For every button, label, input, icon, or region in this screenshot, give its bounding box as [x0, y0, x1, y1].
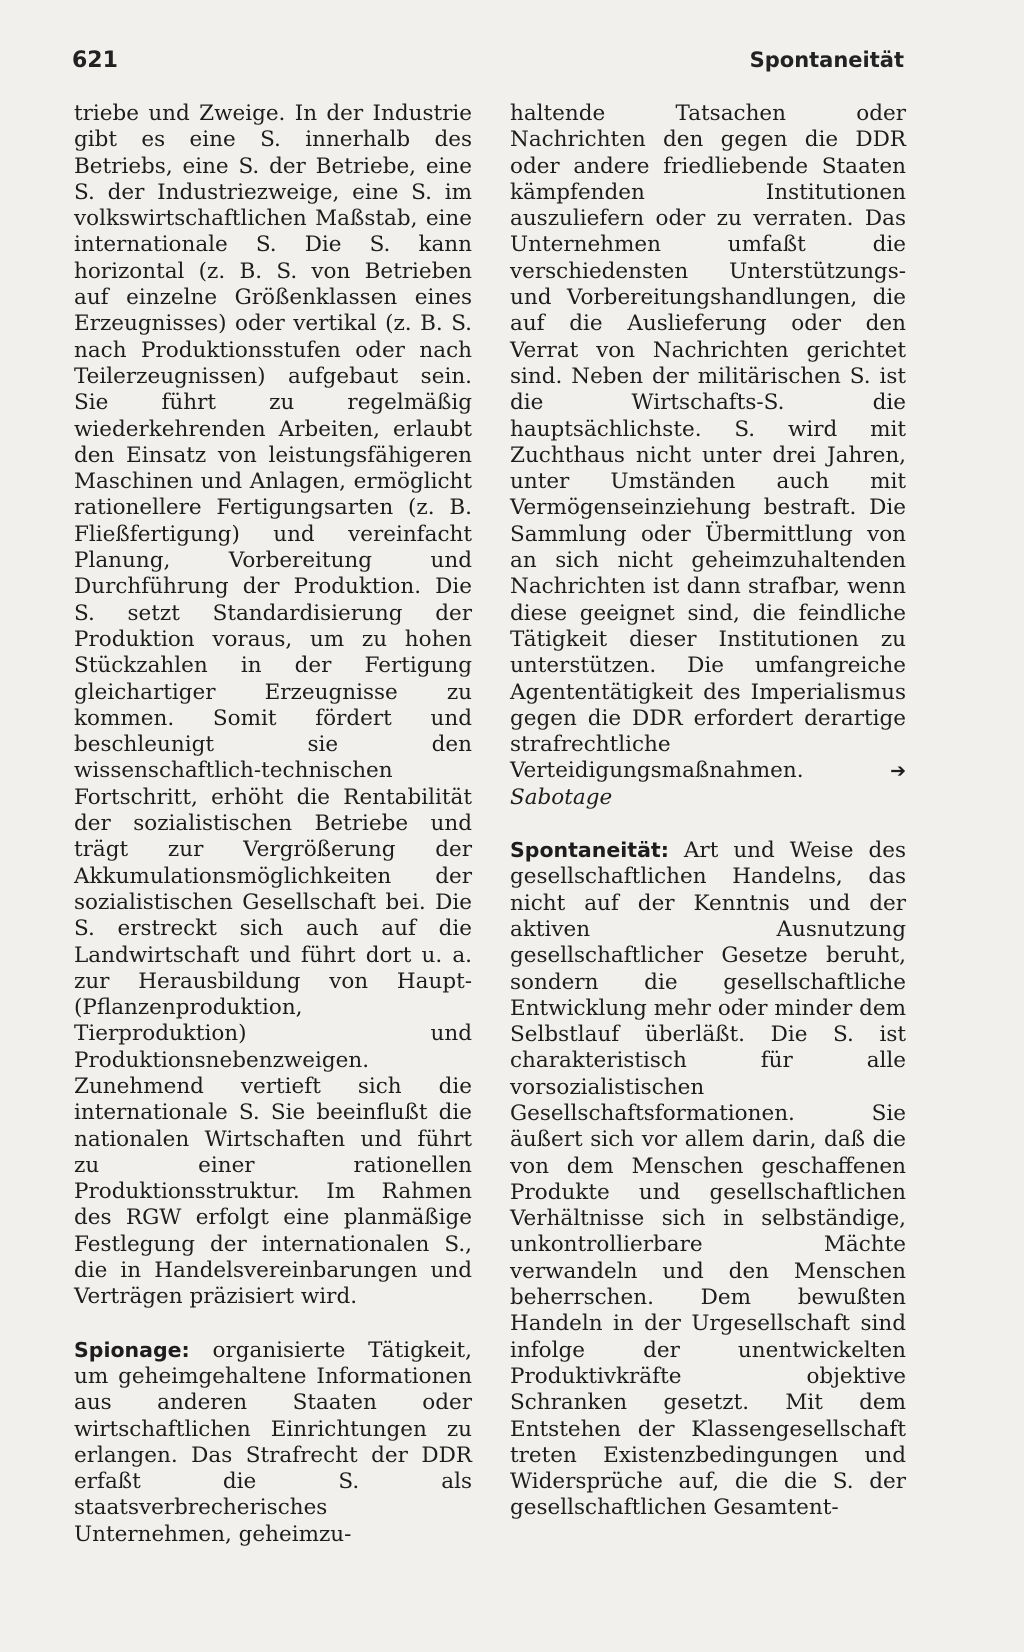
entry-term: Spontaneität:: [510, 838, 669, 863]
entry-term: Spionage:: [74, 1337, 190, 1362]
arrow-right-icon: ➔: [890, 760, 906, 783]
entry-spionage: [74, 1337, 472, 1548]
continued-entry-text: triebe und Zweige. In der Industrie gibt es eine S. innerhalb des Betriebs, eine S. der Betriebe, eine S. der Industriezweige, eine S. im volkswirtschaftlichen Maßstab, eine internationale S. Die S. kann horizontal (z. B. S. von Betrieben auf einzelne Größenklassen eines Erzeugnisses) oder vertikal (z. B. S. nach Produktionsstufen oder nach Teilerzeugnissen) aufgebaut sein. Sie führt zu regelmäßig wiederkehrenden Arbeiten, erlaubt den Einsatz von leistungsfähigeren Maschinen und Anlagen, ermöglicht rationellere Fertigungsarten (z. B. Fließfertigung) und vereinfacht Planung, Vorbereitung und Durchführung der Produktion. Die S. setzt Standardisierung der Produktion voraus, um zu hohen Stückzahlen in der Fertigung gleichartiger Erzeugnisse zu kommen. Somit fördert und beschleunigt sie den wissenschaftlich-technischen Fortschritt, erhöht die Rentabilität der sozialistischen Betriebe und trägt zur Vergrößerung der Akkumulationsmöglichkeiten der sozialistischen Gesellschaft bei. Die S. erstreckt sich auch auf die Landwirtschaft und führt dort u. a. zur Herausbildung von Haupt- (Pflanzenproduktion, Tierproduktion) und Produktionsnebenzweigen. Zunehmend vertieft sich die internationale S. Sie beeinflußt die nationalen Wirtschaften und führt zu einer rationellen Produktionsstruktur. Im Rahmen des RGW erfolgt eine planmäßige Festlegung der internationalen S., die in Handelsvereinbarungen und Verträgen präzisiert wird.: [74, 101, 472, 1310]
running-head: Spontaneität: [749, 48, 904, 72]
right-column: [510, 101, 906, 1522]
continued-entry-spionage: [510, 101, 906, 811]
entry-spontaneitaet: [510, 837, 906, 1522]
page-number: 621: [72, 48, 118, 73]
cross-reference-link[interactable]: Sabotage: [510, 784, 613, 810]
page-header: [72, 48, 904, 88]
entry-text: haltende Tatsachen oder Nachrichten den gegen die DDR oder andere friedliebende Staaten kämpfenden Institutionen auszuliefern oder zu verraten. Das Unternehmen umfaßt die verschiedensten Unterstützungs- und Vorbereitungshandlungen, die auf die Auslieferung oder den Verrat von Nachrichten gerichtet sind. Neben der militärischen S. ist die Wirtschafts-S. die hauptsächlichste. S. wird mit Zuchthaus nicht unter drei Jahren, unter Umständen auch mit Vermögenseinziehung bestraft. Die Sammlung oder Übermittlung von an sich nicht geheimzuhaltenden Nachrichten ist dann strafbar, wenn diese geeignet sind, die feindliche Tätigkeit dieser Institutionen zu unterstützen. Die umfangreiche Agententätigkeit des Imperialismus gegen die DDR erfordert derartige strafrechtliche Verteidigungsmaßnahmen.: [510, 101, 906, 784]
entry-text: Art und Weise des gesellschaftlichen Handelns, das nicht auf der Kenntnis und der aktiven Ausnutzung gesellschaftlicher Gesetze beruht, sondern die gesellschaftliche Entwicklung mehr oder minder dem Selbstlauf überläßt. Die S. ist charakteristisch für alle vorsozialistischen Gesellschaftsformationen. Sie äußert sich vor allem darin, daß die von dem Menschen geschaffenen Produkte und gesellschaftlichen Verhältnisse sich in selbständige, unkontrollierbare Mächte verwandeln und den Menschen beherrschen. Dem bewußten Handeln in der Urgesellschaft sind infolge der unentwickelten Produktivkräfte objektive Schranken gesetzt. Mit dem Entstehen der Klassengesellschaft treten Existenzbedingungen und Widersprüche auf, die die S. der gesellschaftlichen Gesamtent-: [510, 838, 906, 1521]
entry-text: organisierte Tätigkeit, um geheimgehaltene Informationen aus anderen Staaten oder wirtschaftlichen Einrichtungen zu erlangen. Das Strafrecht der DDR erfaßt die S. als staatsverbrecherisches Unternehmen, geheimzu-: [74, 1337, 472, 1547]
left-column: [74, 101, 472, 1548]
